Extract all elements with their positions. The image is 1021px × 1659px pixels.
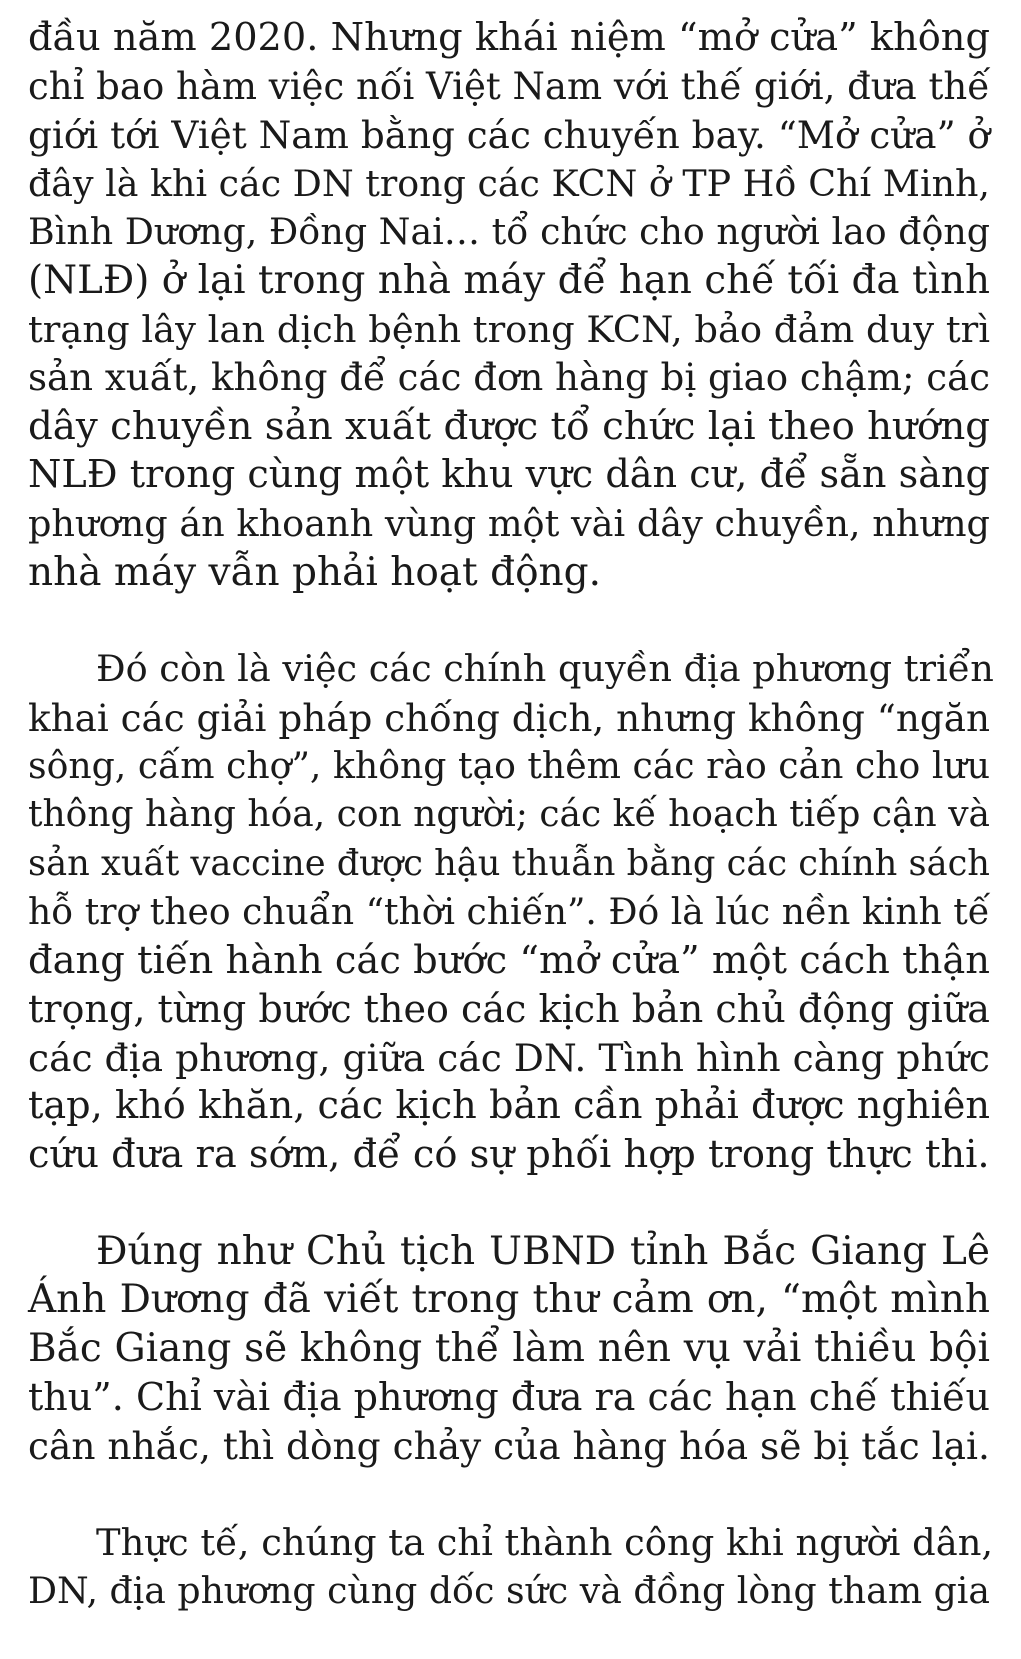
paragraph [28, 1519, 994, 1616]
text-line: dây chuyền sản xuất được tổ chức lại theo hướng [28, 403, 991, 449]
text-line: giới tới Việt Nam bằng các chuyến bay. “Mở cửa” ở [28, 113, 990, 158]
text-line: hỗ trợ theo chuẩn “thời chiến”. Đó là lúc nền kinh tế [28, 891, 990, 934]
text-line: trọng, từng bước theo các kịch bản chủ động giữa [28, 987, 990, 1032]
text-line: (NLĐ) ở lại trong nhà máy để hạn chế tối đa tình [28, 257, 990, 303]
paragraph-gap [28, 1471, 990, 1519]
paragraph [28, 645, 994, 1180]
text-line: sông, cấm chợ”, không tạo thêm các rào cản cho lưu [28, 744, 990, 788]
text-line: Đó còn là việc các chính quyền địa phương triển [96, 647, 994, 691]
text-line: chỉ bao hàm việc nối Việt Nam với thế giới, đưa thế [28, 64, 990, 108]
text-line: trạng lây lan dịch bệnh trong KCN, bảo đảm duy trì [28, 307, 990, 351]
text-line: cân nhắc, thì dòng chảy của hàng hóa sẽ bị tắc lại. [28, 1424, 990, 1469]
text-line: nhà máy vẫn phải hoạt động. [28, 549, 602, 595]
text-line: đầu năm 2020. Nhưng khái niệm “mở cửa” không [28, 15, 990, 60]
paragraph [28, 14, 990, 597]
text-line: sản xuất, không để các đơn hàng bị giao chậm; các [28, 356, 990, 400]
body-text [28, 14, 994, 1616]
text-line: các địa phương, giữa các DN. Tình hình càng phức [28, 1035, 990, 1080]
paragraph-gap [28, 597, 990, 645]
paragraph-gap [28, 1180, 990, 1228]
text-line: Ánh Dương đã viết trong thư cảm ơn, “một mình [28, 1277, 990, 1323]
text-line: khai các giải pháp chống dịch, nhưng không “ngăn [28, 695, 990, 740]
text-line: DN, địa phương cùng dốc sức và đồng lòng tham gia [28, 1569, 990, 1613]
text-line: sản xuất vaccine được hậu thuẫn bằng các chính sách [28, 842, 990, 884]
text-line: tạp, khó khăn, các kịch bản cần phải được nghiên [28, 1083, 991, 1129]
text-line: Bình Dương, Đồng Nai… tổ chức cho người lao động [28, 210, 990, 254]
text-line: thu”. Chỉ vài địa phương đưa ra các hạn chế thiếu [28, 1375, 990, 1420]
text-line: cứu đưa ra sớm, để có sự phối hợp trong thực thi. [28, 1132, 990, 1178]
text-line: đang tiến hành các bước “mở cửa” một cách thận [28, 937, 990, 983]
text-line: Thực tế, chúng ta chỉ thành công khi người dân, [96, 1520, 994, 1564]
text-line: NLĐ trong cùng một khu vực dân cư, để sẵn sàng [28, 453, 990, 498]
text-line: Đúng như Chủ tịch UBND tỉnh Bắc Giang Lê [96, 1228, 990, 1274]
text-line: Bắc Giang sẽ không thể làm nên vụ vải thiều bội [28, 1325, 990, 1371]
text-line: đây là khi các DN trong các KCN ở TP Hồ Chí Minh, [28, 161, 990, 205]
text-line: phương án khoanh vùng một vài dây chuyền, nhưng [28, 501, 990, 545]
text-line: thông hàng hóa, con người; các kế hoạch tiếp cận và [28, 793, 990, 835]
paragraph [28, 1228, 990, 1471]
